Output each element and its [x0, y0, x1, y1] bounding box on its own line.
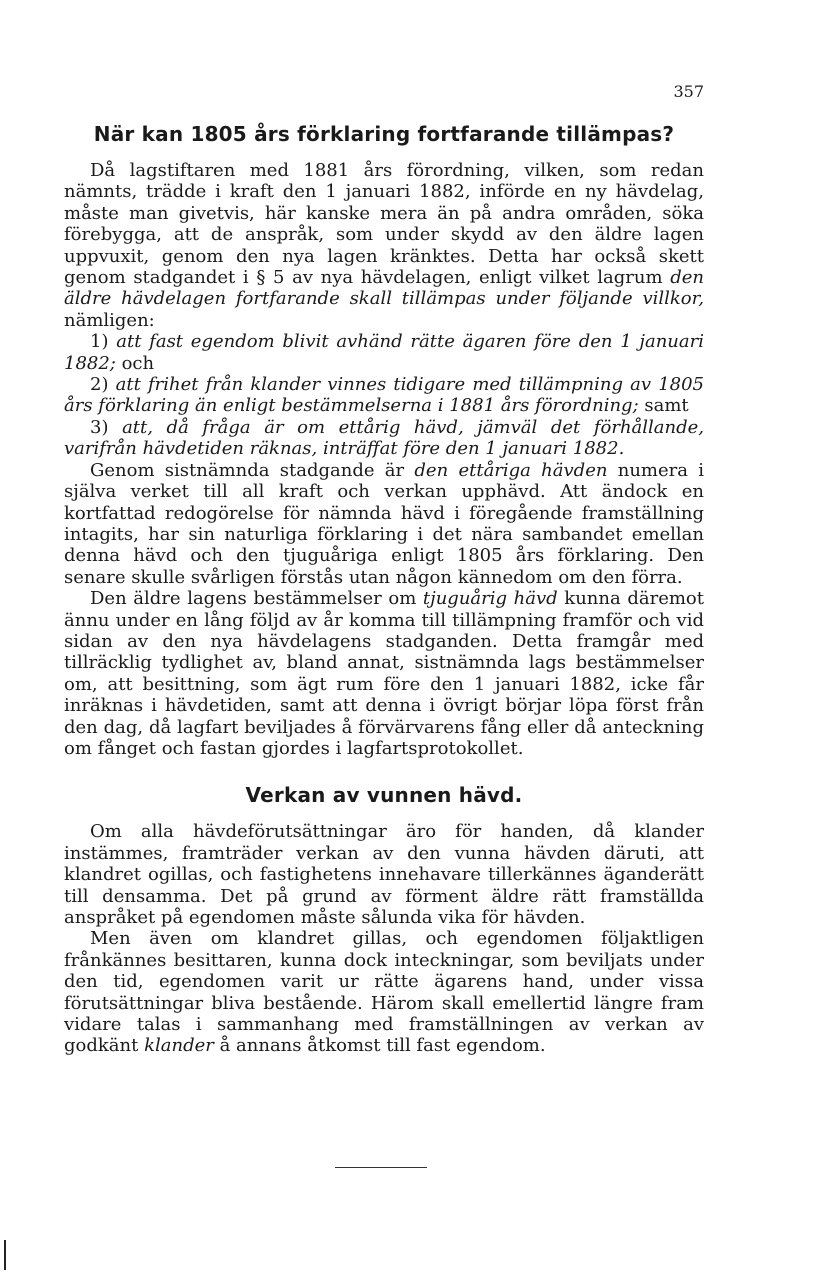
section-heading-1: När kan 1805 års förklaring fortfarande tillämpas? [93, 122, 675, 146]
page-body [64, 72, 704, 1057]
text-span: Den äldre lagens bestämmelser om [90, 588, 423, 610]
italic-span: den ettåriga hävden [414, 459, 608, 481]
text-span: Genom sistnämnda stadgande är [90, 459, 415, 481]
text-span: kunna däremot ännu under en lång följd av år komma till tillämpning framför och vid sidan av den nya hävdelagens stadganden. Detta framgår med tillräcklig tydlighet av, bland annat, sistnämnda lags bestämmelser om, att besittning, som ägt rum före den 1 januari 1882, icke får inräknas i hävdetiden, samt att denna i övrigt börjar löpa först från den dag, då lagfart beviljades å förvärvarens fång eller då anteckning om fånget och fastan gjordes i lagfartsprotokollet. [64, 588, 704, 759]
paragraph-verkan-2 [64, 928, 704, 1056]
text-span: och [115, 352, 155, 374]
text-span: Men även om klandret gillas, och egendomen följaktligen frånkännes besittaren, kunna dock inteckningar, som beviljats under den tid, egendomen varit ur rätte ägarens hand, under vissa förutsättningar bliva bestående. Härom skall emellertid längre fram vidare talas i sammanhang med framställningen av verkan av godkänt [64, 928, 704, 1057]
italic-span: den äldre hävdelagen fortfarande skall tillämpas under följande villkor, [64, 267, 704, 310]
text-span: 2) [90, 374, 116, 396]
text-span: å annans åtkomst till fast egendom. [213, 1035, 546, 1057]
condition-1 [64, 331, 704, 374]
paragraph-ettarig [64, 460, 704, 588]
end-divider [335, 1167, 427, 1168]
text-span: Då lagstiftaren med 1881 års förordning, vilken, som redan nämnts, trädde i kraft den 1 januari 1882, införde en ny hävdelag, måste man givetvis, här kanske mera än på andra områden, söka förebygga, att de anspråk, som under skydd av den äldre lagen uppvuxit, genom den nya lagen kränktes. Detta har också skett genom stadgandet i § 5 av nya hävdelagen, enligt vilket lagrum [64, 160, 704, 289]
page-number: 357 [673, 82, 704, 101]
italic-span: tjuguårig hävd [422, 588, 558, 610]
text-span: numera i själva verket till all kraft och verkan upphävd. Att ändock en kortfattad redogörelse för nämnda hävd i föregående framställning intagits, har sin naturliga förklaring i det nära sambandet emellan denna hävd och den tjuguåriga enligt 1805 års förklaring. Den senare skulle svårligen förstås utan någon kännedom om den förra. [64, 459, 704, 588]
paragraph-verkan-1: Om alla hävdeförutsättningar äro för handen, då klander instämmes, framträder verkan av den vunna hävden däruti, att klandret ogillas, och fastighetens innehavare tillerkännes äganderätt till densamma. Det på grund av förment äldre rätt framställda anspråket på egendomen måste sålunda vika för hävden. [64, 821, 704, 928]
text-span: samt [638, 395, 689, 417]
text-span: 3) [90, 416, 123, 438]
section-heading-2: Verkan av vunnen hävd. [245, 783, 523, 808]
text-span: nämligen: [64, 309, 155, 331]
italic-span: att frihet från klander vinnes tidigare med tillämpning av 1805 års förklaring än enligt bestämmelserna i 1881 års förordning; [64, 374, 704, 417]
italic-span: att, då fråga är om ettårig hävd, jämväl det förhållande, varifrån hävdetiden räknas, inträffat före den 1 januari 1882. [64, 416, 704, 460]
paragraph-intro [64, 160, 704, 331]
paragraph-tjuguarig [64, 588, 704, 759]
scan-margin-mark [4, 1240, 6, 1270]
italic-span: att fast egendom blivit avhänd rätte ägaren före den 1 januari 1882; [64, 331, 704, 374]
text-span: 1) [90, 331, 117, 353]
italic-span: klander [144, 1035, 214, 1057]
condition-2 [64, 374, 704, 417]
condition-3 [64, 417, 704, 460]
